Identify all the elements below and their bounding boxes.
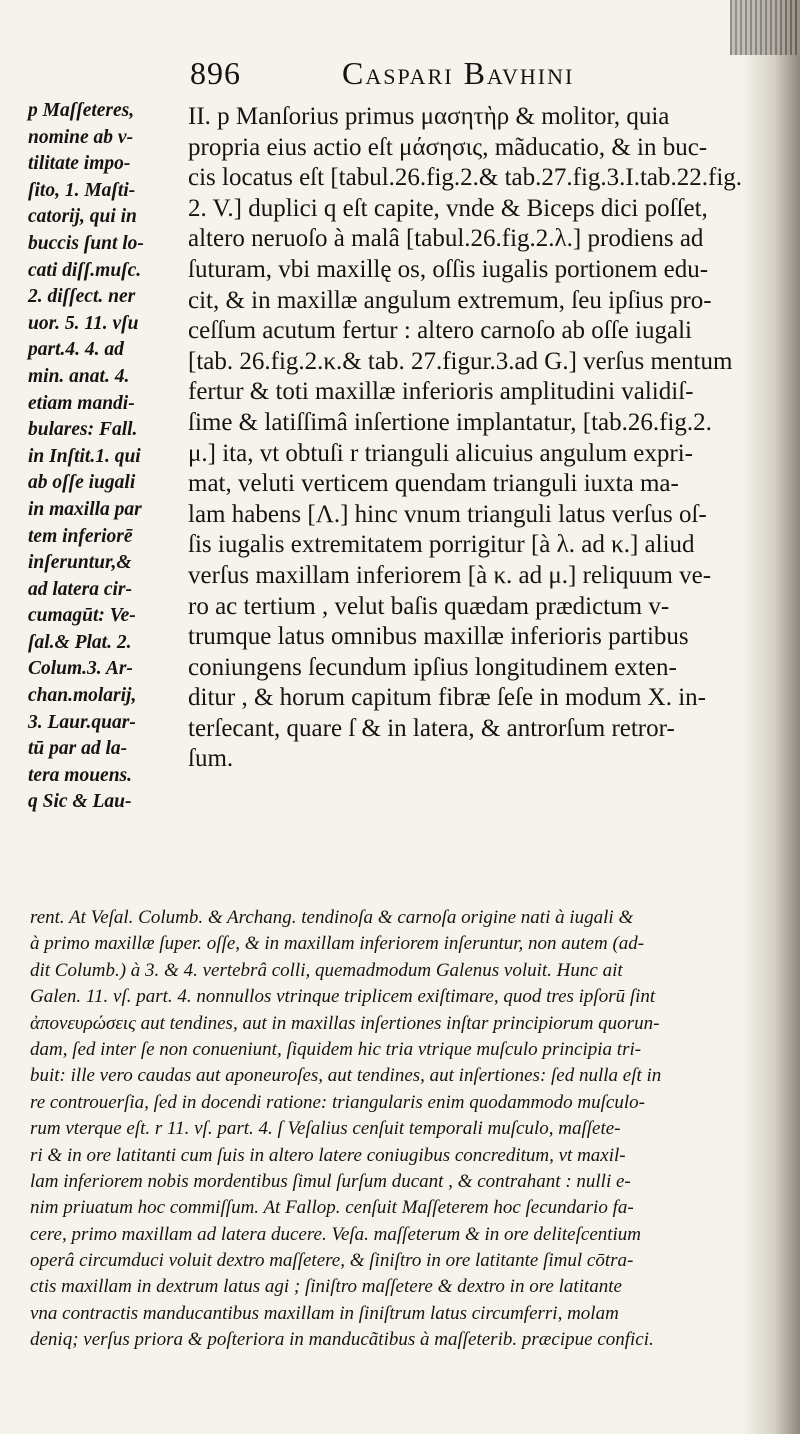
- margin-note-line: p Maſſeteres,: [28, 100, 135, 121]
- footnote-line: vna contractis manducantibus maxillam in ſiniſtrum latus circumferri, molam: [30, 1302, 619, 1324]
- page-number: 896: [190, 55, 241, 91]
- margin-note-line: buccis ſunt lo-: [28, 232, 144, 254]
- running-head: Caspari Bavhini: [342, 55, 575, 91]
- text-line: ſum.: [188, 745, 234, 773]
- margin-notes: [28, 98, 206, 816]
- margin-note-line: min. anat. 4.: [28, 365, 130, 387]
- footnotes: [30, 905, 800, 1354]
- text-line: trumque latus omnibus maxillæ inferioris partibus: [188, 623, 689, 651]
- footnote-line: buit: ille vero caudas aut aponeuroſes, aut tendines, aut inſertiones: ſed nulla eſt in: [30, 1065, 662, 1087]
- text-line: verſus maxillam inferiorem [à κ. ad μ.] reliquum ve-: [188, 561, 712, 589]
- text-line: terſecant, quare ſ & in latera, & antrorſum retror-: [188, 714, 675, 742]
- margin-note-line: ab oſſe iugali: [28, 472, 136, 494]
- text-line: ſuturam, vbi maxillę os, oſſis iugalis portionem edu-: [188, 255, 709, 283]
- footnote-line: operâ circumduci voluit dextro maſſetere, & ſiniſtro in ore latitante ſimul cōtra-: [30, 1250, 634, 1272]
- page-edge-stack: [730, 0, 800, 55]
- text-line: altero neruoſo à malâ [tabul.26.fig.2.λ.] prodiens ad: [188, 225, 704, 253]
- margin-note-line: part.4. 4. ad: [28, 339, 124, 361]
- margin-note-line: tū par ad la-: [28, 738, 128, 760]
- footnote-line: rent. At Veſal. Columb. & Archang. tendinoſa & carnoſa origine nati à iugali &: [30, 907, 634, 928]
- footnote-line: dit Columb.) à 3. & 4. vertebrâ colli, quemadmodum Galenus voluit. Hunc ait: [30, 959, 623, 981]
- margin-note-line: etiam mandi-: [28, 392, 135, 414]
- text-line: 2. V.] duplici q eſt capite, vnde & Biceps dici poſſet,: [188, 194, 708, 222]
- text-line: fertur & toti maxillæ inferioris amplitudini validiſ-: [188, 378, 694, 406]
- text-line: coniungens ſecundum ipſius longitudinem exten-: [188, 653, 677, 681]
- text-line: ro ac tertium , velut baſis quædam prædictum v-: [188, 592, 670, 620]
- margin-note-line: in maxilla par: [28, 498, 142, 520]
- page-header: [190, 55, 790, 95]
- margin-note-line: q Sic & Lau-: [28, 791, 132, 813]
- footnote-line: à primo maxillæ ſuper. oſſe, & in maxillam inferiorem inſeruntur, non autem (ad-: [30, 933, 645, 955]
- margin-note-line: ſal.& Plat. 2.: [28, 631, 132, 653]
- margin-note-line: ſito, 1. Maſti-: [28, 179, 136, 201]
- text-line: II. p Manſorius primus μασητὴρ & molitor, quia: [188, 103, 670, 130]
- text-line: [tab. 26.fig.2.κ.& tab. 27.figur.3.ad G.] verſus mentum: [188, 347, 733, 375]
- text-line: propria eius actio eſt μάσησις, mãducatio, & in buc-: [188, 133, 708, 161]
- margin-note-line: catorij, qui in: [28, 206, 137, 228]
- footnote-line: lam inferiorem nobis mordentibus ſimul ſurſum ducant , & contrahant : nulli e-: [30, 1170, 631, 1192]
- text-line: ſis iugalis extremitatem porrigitur [à λ. ad κ.] aliud: [188, 531, 695, 559]
- footnote-line: ctis maxillam in dextrum latus agi ; ſiniſtro maſſetere & dextro in ore latitante: [30, 1276, 622, 1298]
- footnote-line: rum vterque eſt. r 11. vſ. part. 4. ſ Veſalius cenſuit temporali muſculo, maſſete-: [30, 1118, 621, 1140]
- footnote-line: Galen. 11. vſ. part. 4. nonnullos vtrinque triplicem exiſtimare, quod tres ipſorū ſint: [30, 986, 656, 1008]
- margin-note-line: tera mouens.: [28, 764, 133, 786]
- margin-note-line: ad latera cir-: [28, 578, 132, 600]
- margin-note-line: chan.molarij,: [28, 685, 137, 707]
- margin-note-line: inſeruntur,&: [28, 552, 132, 574]
- text-line: cit, & in maxillæ angulum extremum, ſeu ipſius pro-: [188, 286, 712, 314]
- text-line: lam habens [Λ.] hinc vnum trianguli latus verſus oſ-: [188, 500, 707, 528]
- text-line: mat, veluti verticem quendam trianguli iuxta ma-: [188, 470, 679, 498]
- margin-note-line: bulares: Fall.: [28, 419, 138, 441]
- margin-note-line: cumagūt: Ve-: [28, 605, 136, 627]
- footnote-line: cere, primo maxillam ad latera ducere. Veſa. maſſeterum & in ore deliteſcentium: [30, 1223, 642, 1245]
- text-line: ſime & latiſſimâ inſertione implantatur, [tab.26.fig.2.: [188, 408, 712, 436]
- main-text: [188, 102, 800, 775]
- margin-note-line: tilitate impo-: [28, 153, 131, 175]
- footnote-line: ri & in ore latitanti cum ſuis in altero latere coniugibus concreditum, vt maxil-: [30, 1144, 626, 1166]
- margin-note-line: tem inferiorē: [28, 525, 133, 547]
- text-line: cis locatus eſt [tabul.26.fig.2.& tab.27.fig.3.I.tab.22.fig.: [188, 164, 743, 192]
- text-line: ceſſum acutum fertur : altero carnoſo ab oſſe iugali: [188, 317, 692, 345]
- margin-note-line: cati diſſ.muſc.: [28, 259, 142, 281]
- footnote-line: nim priuatum hoc commiſſum. At Fallop. cenſuit Maſſeterem hoc ſecundario fa-: [30, 1197, 634, 1219]
- footnote-line: ἀπονευρώσεις aut tendines, aut in maxillas inſertiones inſtar principiorum quorun-: [30, 1012, 660, 1034]
- margin-note-line: uor. 5. 11. vſu: [28, 312, 139, 334]
- margin-note-line: Colum.3. Ar-: [28, 658, 133, 680]
- margin-note-line: nomine ab v-: [28, 126, 134, 148]
- footnote-line: dam, ſed inter ſe non conueniunt, ſiquidem hic tria vtrique muſculo principia tri-: [30, 1038, 642, 1060]
- footnote-line: deniq; verſus priora & poſteriora in manducãtibus à maſſeterib. præcipue confici.: [30, 1329, 654, 1351]
- margin-note-line: in Inſtit.1. qui: [28, 445, 141, 467]
- text-line: μ.] ita, vt obtuſi r trianguli alicuius angulum expri-: [188, 439, 693, 467]
- footnote-line: re controuerſia, ſed in docendi ratione: triangularis enim quodammodo muſculo-: [30, 1091, 645, 1113]
- margin-note-line: 3. Laur.quar-: [28, 711, 136, 733]
- margin-note-line: 2. diſſect. ner: [28, 286, 136, 308]
- text-line: ditur , & horum capitum fibræ ſeſe in modum X. in-: [188, 684, 706, 712]
